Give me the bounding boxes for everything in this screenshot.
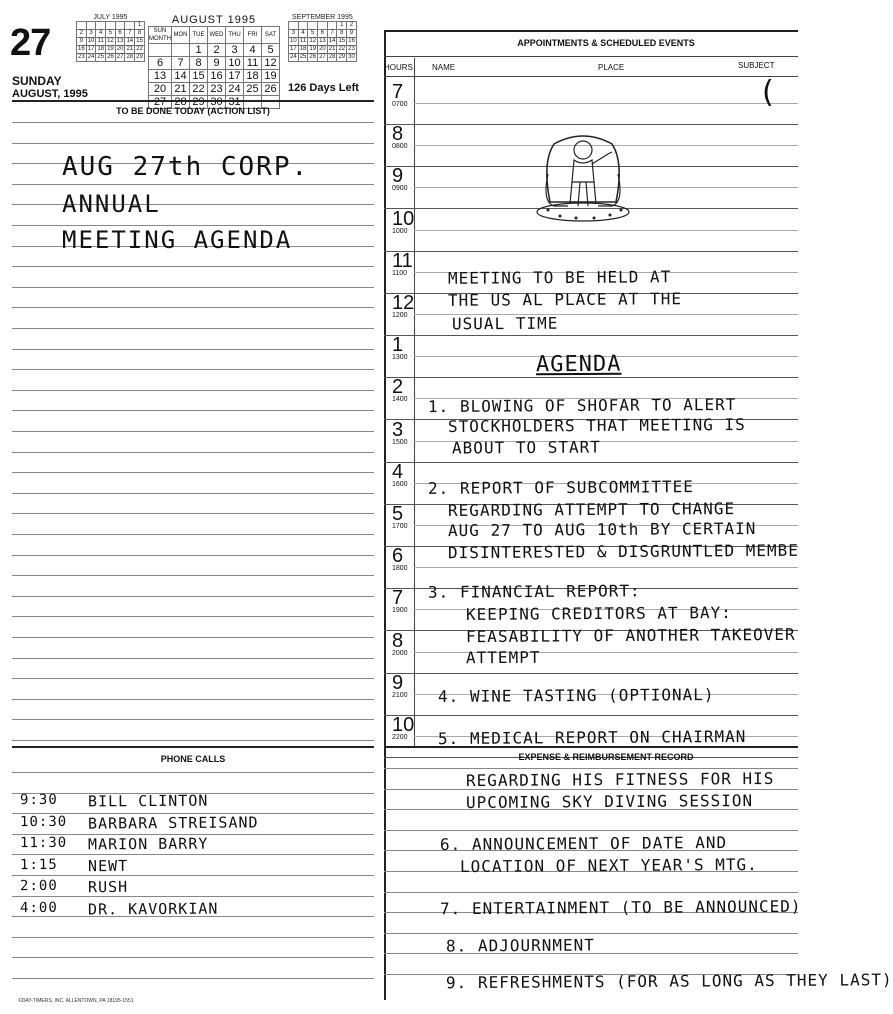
hour-slot [392, 124, 414, 150]
call-time: 1:15 [19, 856, 58, 873]
agenda-note: ATTEMPT [465, 647, 541, 668]
hour-time: 1900 [392, 607, 408, 615]
hour-line [384, 377, 798, 378]
hour-line [384, 715, 798, 716]
agenda-note: 6. ANNOUNCEMENT OF DATE AND [439, 832, 728, 855]
hour-slot [392, 546, 414, 572]
call-name: RUSH [87, 877, 129, 897]
hour-slot [392, 631, 414, 657]
ruled-line [12, 896, 374, 897]
ruled-line [12, 699, 374, 700]
ruled-line [12, 513, 374, 514]
ruled-line [12, 534, 374, 535]
call-time: 10:30 [19, 813, 68, 830]
august-calendar [148, 14, 280, 109]
agenda-note: 2. REPORT OF SUBCOMMITTEE [427, 477, 694, 498]
publisher-footer: ©DAY-TIMERS, INC. ALLENTOWN, PA 18195-1551 [18, 998, 134, 1004]
agenda-note: LOCATION OF NEXT YEAR'S MTG. [459, 854, 758, 877]
ruled-line [12, 493, 374, 494]
agenda-note: REGARDING HIS FITNESS FOR HIS [465, 768, 775, 791]
hour-slot [392, 335, 414, 361]
todo-line-1: AUG 27th CORP. [62, 152, 310, 182]
expense-title: EXPENSE & REIMBURSEMENT RECORD [518, 752, 694, 762]
hour-number: 12 [392, 292, 415, 314]
hour-time: 1600 [392, 480, 408, 488]
hour-number: 7 [392, 81, 404, 103]
agenda-note: MEETING TO BE HELD AT [447, 267, 672, 288]
ink-mark: ( [762, 75, 774, 110]
hour-line [384, 251, 798, 252]
hour-slot [392, 293, 414, 319]
ruled-line [12, 658, 374, 659]
agenda-note: DISINTERESTED & DISGRUNTLED MEMBE [447, 540, 799, 563]
half-hour-line [414, 567, 798, 568]
day-number: 27 [10, 22, 51, 64]
subject-header: SUBJECT [738, 61, 775, 70]
hour-number: 8 [392, 123, 404, 146]
hour-slot [392, 673, 414, 699]
ruled-line [12, 678, 374, 679]
hour-time: 1300 [392, 354, 408, 362]
agenda-note: USUAL TIME [451, 313, 559, 334]
hour-slot [392, 166, 414, 192]
hour-number: 10 [392, 207, 415, 230]
hour-time: 0700 [392, 101, 408, 108]
ruled-line [12, 328, 374, 329]
call-name: BILL CLINTON [87, 791, 209, 811]
hour-number: 9 [392, 671, 404, 694]
appointments-title: APPOINTMENTS & SCHEDULED EVENTS [517, 38, 695, 48]
call-time: 9:30 [19, 791, 58, 809]
agenda-note: 7. ENTERTAINMENT (TO BE ANNOUNCED) [439, 896, 802, 919]
hour-number: 3 [392, 418, 404, 441]
ruled-line [12, 287, 374, 288]
todo-line-3: MEETING AGENDA [62, 226, 293, 254]
month-year: AUGUST, 1995 [12, 88, 88, 100]
ruled-line [12, 266, 374, 267]
ruled-line [12, 143, 374, 144]
hour-slot [392, 462, 414, 488]
september-grid: 1 2 3 4 5 6 7 8 9 10 11 12 13 14 15 16 17 18 19 20 21 22 23 24 25 26 27 28 29 30 [290, 22, 355, 60]
hour-slot [392, 504, 414, 530]
ruled-line [12, 854, 374, 855]
hour-time: 1100 [392, 269, 408, 277]
hour-line [384, 462, 798, 463]
agenda-note: 1. BLOWING OF SHOFAR TO ALERT [427, 394, 737, 417]
september-title: SEPTEMBER 1995 [292, 14, 353, 21]
agenda-note: 4. WINE TASTING (OPTIONAL) [437, 685, 715, 706]
call-name: NEWT [87, 856, 129, 875]
ruled-line [12, 772, 374, 773]
ruled-line [12, 184, 374, 185]
ruled-line [12, 472, 374, 473]
ruled-line [384, 892, 798, 893]
ruled-line [12, 410, 374, 411]
hour-number: 2 [392, 376, 404, 399]
ruled-line [12, 596, 374, 597]
agenda-note: ABOUT TO START [451, 437, 601, 458]
hour-time: 0900 [392, 185, 408, 193]
agenda-note: STOCKHOLDERS THAT MEETING IS [447, 414, 746, 437]
august-grid: SUN MONTH MON TUE WED THU FRI SAT 1 2 3 4 5 6 7 8 9 10 11 12 13 14 15 16 17 18 19 20 21 22 23 24 25 26 27 28 29 30 31 [148, 26, 280, 109]
hour-time: 1800 [392, 565, 408, 573]
name-header: NAME [432, 63, 456, 72]
ruled-line [12, 637, 374, 638]
hour-slot [392, 588, 414, 614]
agenda-note: KEEPING CREDITORS AT BAY: [465, 603, 732, 624]
call-name: BARBARA STREISAND [87, 812, 259, 833]
hour-slot [392, 420, 414, 446]
hour-number: 10 [392, 714, 415, 736]
ruled-line [384, 830, 798, 831]
ruled-line [12, 431, 374, 432]
ruled-line [12, 452, 374, 453]
hour-time: 1700 [392, 523, 408, 530]
hour-number: 9 [392, 165, 404, 188]
july-title: JULY 1995 [93, 14, 128, 21]
hour-number: 4 [392, 460, 404, 483]
ruled-line [12, 307, 374, 308]
agenda-note: 5. MEDICAL REPORT ON CHAIRMAN [437, 726, 747, 749]
july-grid: 1 2 3 4 5 6 7 8 9 10 11 12 13 14 15 16 17 18 19 20 21 22 23 24 25 26 27 28 29 [78, 22, 143, 60]
agenda-note: UPCOMING SKY DIVING SESSION [465, 790, 754, 813]
hour-time: 2000 [392, 649, 408, 657]
hour-time: 2100 [392, 691, 408, 699]
hour-slot [392, 251, 414, 277]
hour-time: 0800 [392, 143, 408, 151]
hour-number: 7 [392, 587, 404, 610]
hour-slot [392, 715, 414, 741]
agenda-note: 9. REFRESHMENTS (FOR AS LONG AS THEY LAST) [445, 970, 893, 993]
agenda-note: REGARDING ATTEMPT TO CHANGE [447, 498, 736, 521]
agenda-note: 3. FINANCIAL REPORT: [427, 581, 641, 602]
ruled-line [12, 957, 374, 958]
agenda-heading: AGENDA [535, 351, 622, 378]
ruled-line [12, 122, 374, 123]
call-name: DR. KAVORKIAN [87, 899, 219, 918]
hour-slot [392, 82, 414, 108]
hour-time: 1400 [392, 396, 408, 404]
call-time: 4:00 [19, 899, 58, 916]
hour-time: 2200 [392, 734, 408, 741]
agenda-note: AUG 27 TO AUG 10th BY CERTAIN [447, 518, 757, 541]
ruled-line [12, 616, 374, 617]
ruled-line [12, 575, 374, 576]
ruled-line [384, 933, 798, 934]
hour-line [384, 335, 798, 336]
september-mini-calendar [288, 14, 357, 62]
agenda-note: THE US AL PLACE AT THE [447, 289, 682, 310]
hour-slot [392, 209, 414, 235]
half-hour-line [414, 103, 798, 104]
ruled-line [12, 740, 374, 741]
hour-time: 1500 [392, 438, 408, 446]
ruled-line [12, 369, 374, 370]
ruled-line [12, 875, 374, 876]
hour-slot [392, 377, 414, 403]
hour-number: 11 [392, 249, 413, 272]
hour-number: 5 [392, 503, 404, 525]
phone-calls-title: PHONE CALLS [160, 754, 226, 764]
hour-number: 1 [392, 334, 404, 357]
agenda-note: 8. ADJOURNMENT [445, 935, 595, 956]
half-hour-line [414, 230, 798, 231]
call-time: 11:30 [19, 834, 68, 852]
july-mini-calendar [76, 14, 145, 62]
agenda-note: FEASABILITY OF ANOTHER TAKEOVER [465, 624, 796, 647]
hour-time: 1000 [392, 227, 408, 235]
hour-line [384, 673, 798, 674]
todo-title: TO BE DONE TODAY (ACTION LIST) [116, 106, 270, 116]
august-title: AUGUST 1995 [171, 14, 257, 26]
ruled-line [12, 555, 374, 556]
hour-number: 8 [392, 629, 404, 652]
day-name: SUNDAY [12, 74, 62, 88]
armchair-clipart [528, 122, 638, 226]
ruled-line [12, 719, 374, 720]
ruled-line [12, 390, 374, 391]
ruled-line [12, 349, 374, 350]
call-name: MARION BARRY [87, 834, 209, 854]
days-left: 126 Days Left [288, 82, 359, 94]
hour-number: 6 [392, 545, 404, 568]
call-time: 2:00 [19, 877, 58, 895]
hours-header: HOURS [384, 63, 413, 72]
hour-time: 1200 [392, 312, 408, 319]
ruled-line [12, 978, 374, 979]
ruled-line [12, 937, 374, 938]
todo-line-2: ANNUAL [62, 190, 161, 218]
place-header: PLACE [598, 63, 625, 72]
